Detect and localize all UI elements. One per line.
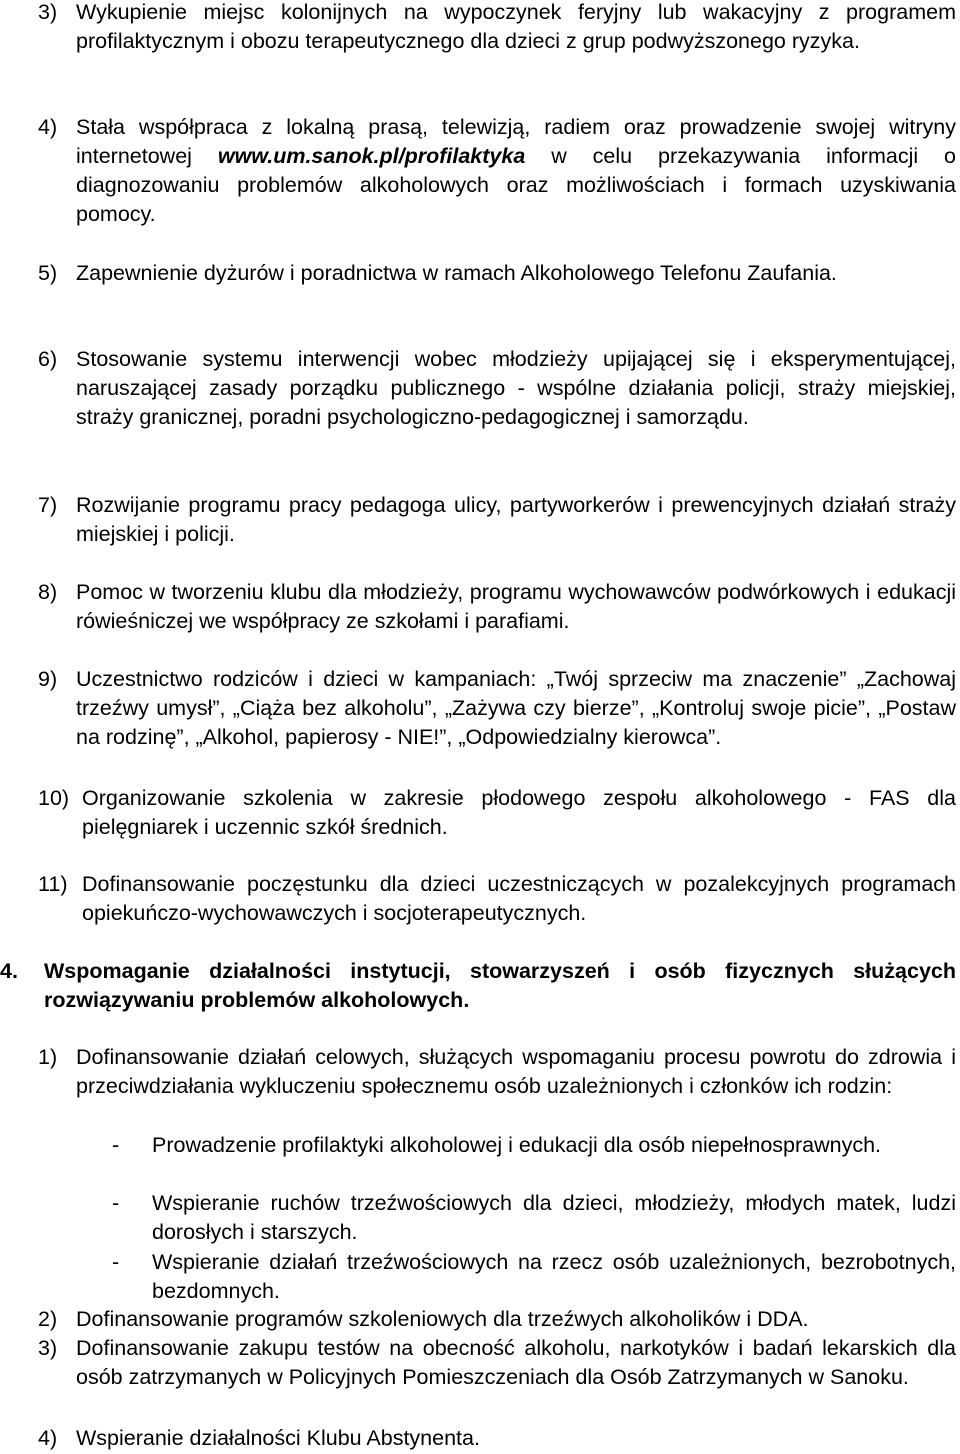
- section-title: Wspomaganie działalności instytucji, stowarzyszeń i osób fizycznych służących rozwiązywaniu problemów alkoholowych.: [44, 959, 956, 1012]
- list-item-b2: [38, 1305, 956, 1334]
- list-item-3: [38, 0, 956, 56]
- item-text: Dofinansowanie działań celowych, służących wspomaganiu procesu powrotu do zdrowia i przeciwdziałania wykluczeniu społecznemu osób uzależnionych i członków ich rodzin:: [76, 1045, 956, 1098]
- item-number: 2): [38, 1307, 58, 1331]
- item-text: Pomoc w tworzeniu klubu dla młodzieży, programu wychowawców podwórkowych i edukacji rówieśniczej we współpracy ze szkołami i parafiami.: [76, 580, 956, 633]
- sub-item-text: Wspieranie ruchów trzeźwościowych dla dzieci, młodzieży, młodych matek, ludzi dorosłych i starszych.: [152, 1191, 956, 1244]
- item-number: 11): [38, 872, 68, 896]
- item-text: Organizowanie szkolenia w zakresie płodowego zespołu alkoholowego - FAS dla pielęgniarek i uczennic szkół średnich.: [82, 786, 956, 839]
- list-item-b4: [38, 1424, 956, 1453]
- website-link[interactable]: www.um.sanok.pl/profilaktyka: [217, 144, 526, 168]
- item-number: 7): [38, 493, 58, 517]
- item-number: 9): [38, 667, 58, 691]
- list-item-9: [38, 665, 956, 752]
- list-item-11: [38, 870, 956, 928]
- item-text: Rozwijanie programu pracy pedagoga ulicy, partyworkerów i prewencyjnych działań straży miejskiej i policji.: [76, 493, 956, 546]
- item-text: [76, 113, 956, 229]
- list-item-6: [38, 345, 956, 432]
- list-item-b3: [38, 1334, 956, 1392]
- list-item-b1: [38, 1043, 956, 1101]
- list-item-7: [38, 491, 956, 549]
- item-number: 4): [38, 115, 58, 139]
- dash-bullet: -: [112, 1191, 120, 1215]
- section-heading-4: [0, 957, 956, 1015]
- item-number: 10): [38, 786, 70, 810]
- sub-item-text: Prowadzenie profilaktyki alkoholowej i edukacji dla osób niepełnosprawnych.: [152, 1133, 882, 1157]
- item-number: 3): [38, 0, 58, 24]
- item-text: Wspieranie działalności Klubu Abstynenta.: [76, 1426, 480, 1450]
- item-number: 8): [38, 580, 58, 604]
- item-number: 6): [38, 347, 58, 371]
- item-number: 3): [38, 1336, 58, 1360]
- item-text: Dofinansowanie programów szkoleniowych dla trzeźwych alkoholików i DDA.: [76, 1307, 809, 1331]
- item-text: Wykupienie miejsc kolonijnych na wypoczynek feryjny lub wakacyjny z programem profilaktycznym i obozu terapeutycznego dla dzieci z grup podwyższonego ryzyka.: [76, 0, 956, 53]
- item-text-before: Stała współpraca z lokalną prasą, telewizją, radiem oraz prowadzenie swojej witryny internetowej: [76, 115, 956, 168]
- item-text: Dofinansowanie poczęstunku dla dzieci uczestniczących w pozalekcyjnych programach opiekuńczo-wychowawczych i socjoterapeutycznych.: [82, 872, 956, 925]
- item-number: 4): [38, 1426, 58, 1450]
- sub-item-2: [112, 1189, 956, 1247]
- section-number: 4.: [0, 959, 18, 983]
- item-text: Dofinansowanie zakupu testów na obecność alkoholu, narkotyków i badań lekarskich dla osób zatrzymanych w Policyjnych Pomieszczeniach dla Osób Zatrzymanych w Sanoku.: [76, 1336, 956, 1389]
- list-item-10: [38, 784, 956, 842]
- sub-item-3: [112, 1248, 956, 1306]
- sub-item-text: Wspieranie działań trzeźwościowych na rzecz osób uzależnionych, bezrobotnych, bezdomnych.: [152, 1250, 956, 1303]
- item-text: Zapewnienie dyżurów i poradnictwa w ramach Alkoholowego Telefonu Zaufania.: [76, 261, 837, 285]
- item-text-after: w celu przekazywania informacji o diagnozowaniu problemów alkoholowych oraz możliwościach i formach uzyskiwania pomocy.: [76, 144, 956, 226]
- dash-bullet: -: [112, 1250, 120, 1274]
- list-item-5: [38, 259, 956, 288]
- item-number: 1): [38, 1045, 58, 1069]
- list-item-4: [38, 113, 956, 229]
- dash-bullet: -: [112, 1133, 120, 1157]
- item-text: Stosowanie systemu interwencji wobec młodzieży upijającej się i eksperymentującej, naruszającej zasady porządku publicznego - wspólne działania policji, straży miejskiej, straży granicznej, poradni psychologiczno-pedagogicznej i samorządu.: [76, 347, 956, 429]
- list-item-8: [38, 578, 956, 636]
- item-text: Uczestnictwo rodziców i dzieci w kampaniach: „Twój sprzeciw ma znaczenie” „Zachowaj trzeźwy umysł”, „Ciąża bez alkoholu”, „Zażywa czy bierze”, „Kontroluj swoje picie”, „Postaw na rodzinę”, „Alkohol, papierosy - NIE!”, „Odpowiedzialny kierowca”.: [76, 667, 956, 749]
- sub-item-1: [112, 1131, 956, 1160]
- item-number: 5): [38, 261, 58, 285]
